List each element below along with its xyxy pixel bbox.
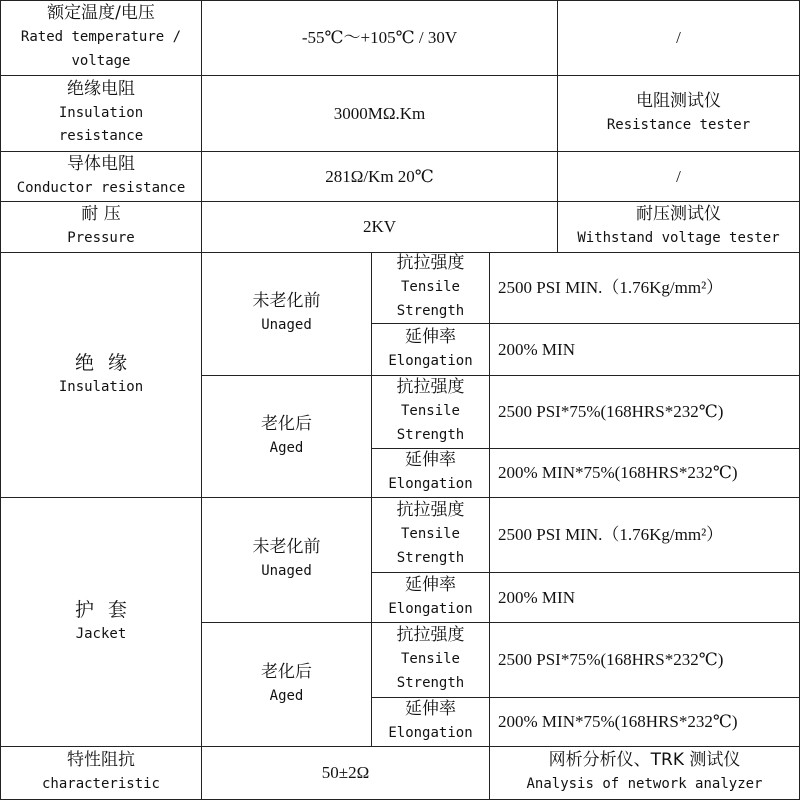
jacket-unaged-tensile-label-cell <box>371 497 490 573</box>
rated-equipment: / <box>676 28 681 48</box>
jacket-aged-zh: 老化后 <box>261 661 312 682</box>
rated-name-zh: 额定温度/电压 <box>47 3 155 24</box>
insulation-aged-tensile-zh: 抗拉强度 <box>396 377 465 398</box>
insulation-aged-elongation-value: 200% MIN*75%(168HRS*232℃) <box>498 463 738 483</box>
insulation-unaged-elongation-value-cell <box>489 323 800 376</box>
insulation-aged-tensile-label-cell <box>371 375 490 449</box>
rated-equipment-cell <box>557 0 800 76</box>
jacket-section-cell <box>0 497 202 747</box>
jacket-unaged-tensile-value-cell <box>489 497 800 573</box>
conductor-resistance-name-zh: 导体电阻 <box>67 153 135 174</box>
conductor-resistance-name-en: Conductor resistance <box>16 179 186 196</box>
insulation-unaged-cell <box>201 252 372 376</box>
pressure-value-cell <box>201 201 558 253</box>
insulation-resistance-value: 3000MΩ.Km <box>333 103 426 123</box>
jacket-aged-cell <box>201 622 372 747</box>
jacket-unaged-cell <box>201 497 372 623</box>
insulation-aged-elongation-en: Elongation <box>388 476 473 492</box>
insulation-unaged-tensile-en: Tensile Strength <box>396 279 465 319</box>
characteristic-equipment-zh: 网析分析仪、TRK 测试仪 <box>548 750 741 771</box>
conductor-resistance-value-cell <box>201 151 558 202</box>
insulation-aged-tensile-value: 2500 PSI*75%(168HRS*232℃) <box>498 402 724 422</box>
insulation-unaged-tensile-label-cell <box>371 252 490 324</box>
characteristic-name-en: characteristic <box>41 776 160 792</box>
conductor-resistance-equipment-cell <box>557 151 800 202</box>
insulation-aged-tensile-value-cell <box>489 375 800 449</box>
insulation-resistance-name-en: Insulation resistance <box>58 104 144 145</box>
jacket-aged-elongation-label-cell <box>371 697 490 747</box>
insulation-section-cell <box>0 252 202 498</box>
insulation-unaged-tensile-zh: 抗拉强度 <box>396 253 465 274</box>
characteristic-equipment-en: Analysis of network analyzer <box>526 776 763 792</box>
pressure-equipment-en: Withstand voltage tester <box>577 230 780 246</box>
conductor-resistance-value: 281Ω/Km 20℃ <box>325 166 434 186</box>
insulation-resistance-value-cell <box>201 75 558 152</box>
insulation-resistance-equipment-en: Resistance tester <box>606 116 751 133</box>
jacket-unaged-en: Unaged <box>261 563 312 579</box>
insulation-resistance-equipment-cell <box>557 75 800 152</box>
jacket-aged-elongation-value: 200% MIN*75%(168HRS*232℃) <box>498 712 738 732</box>
jacket-unaged-elongation-label-cell <box>371 572 490 623</box>
jacket-aged-en: Aged <box>269 687 304 704</box>
insulation-resistance-name-zh: 绝缘电阻 <box>67 78 135 99</box>
jacket-aged-tensile-zh: 抗拉强度 <box>396 625 465 646</box>
insulation-resistance-name-cell <box>0 75 202 152</box>
characteristic-equipment-cell <box>489 746 800 800</box>
rated-name-cell <box>0 0 202 76</box>
insulation-unaged-elongation-en: Elongation <box>388 352 473 369</box>
insulation-aged-zh: 老化后 <box>261 413 312 434</box>
characteristic-name-zh: 特性阻抗 <box>67 750 135 771</box>
insulation-resistance-equipment-zh: 电阻测试仪 <box>636 90 721 111</box>
conductor-resistance-name-cell <box>0 151 202 202</box>
jacket-aged-tensile-value-cell <box>489 622 800 698</box>
pressure-name-en: Pressure <box>67 230 135 246</box>
characteristic-name-cell <box>0 746 202 800</box>
conductor-resistance-equipment: / <box>676 166 681 186</box>
characteristic-value: 50±2Ω <box>321 763 370 783</box>
rated-value: -55℃～+105℃ / 30V <box>301 28 458 48</box>
pressure-equipment-cell <box>557 201 800 253</box>
insulation-unaged-elongation-zh: 延伸率 <box>405 326 456 347</box>
insulation-aged-elongation-value-cell <box>489 448 800 498</box>
insulation-aged-tensile-en: Tensile Strength <box>396 403 465 443</box>
jacket-section-en: Jacket <box>75 626 127 643</box>
insulation-aged-en: Aged <box>269 439 304 456</box>
jacket-unaged-elongation-value-cell <box>489 572 800 623</box>
jacket-unaged-tensile-value: 2500 PSI MIN.（1.76Kg/mm²） <box>498 525 724 545</box>
insulation-unaged-en: Unaged <box>261 317 312 333</box>
pressure-name-zh: 耐 压 <box>81 204 121 225</box>
rated-value-cell <box>201 0 558 76</box>
jacket-aged-tensile-value: 2500 PSI*75%(168HRS*232℃) <box>498 650 724 670</box>
jacket-unaged-zh: 未老化前 <box>252 537 321 558</box>
insulation-unaged-elongation-value: 200% MIN <box>498 339 575 359</box>
insulation-unaged-tensile-value: 2500 PSI MIN.（1.76Kg/mm²） <box>498 278 724 298</box>
pressure-value: 2KV <box>362 217 397 237</box>
jacket-unaged-elongation-zh: 延伸率 <box>405 574 456 595</box>
insulation-section-en: Insulation <box>58 379 144 396</box>
characteristic-value-cell <box>201 746 490 800</box>
insulation-section-zh: 绝缘 <box>74 351 141 374</box>
jacket-aged-tensile-en: Tensile Strength <box>396 651 465 691</box>
jacket-aged-elongation-en: Elongation <box>388 725 473 741</box>
insulation-aged-elongation-zh: 延伸率 <box>405 450 456 471</box>
jacket-unaged-tensile-en: Tensile Strength <box>396 526 465 566</box>
pressure-name-cell <box>0 201 202 253</box>
insulation-unaged-zh: 未老化前 <box>252 291 321 312</box>
insulation-aged-cell <box>201 375 372 498</box>
jacket-unaged-elongation-value: 200% MIN <box>498 587 575 607</box>
jacket-unaged-elongation-en: Elongation <box>388 600 473 617</box>
insulation-unaged-elongation-label-cell <box>371 323 490 376</box>
jacket-aged-elongation-zh: 延伸率 <box>405 699 456 720</box>
insulation-aged-elongation-label-cell <box>371 448 490 498</box>
jacket-section-zh: 护套 <box>74 598 141 621</box>
jacket-aged-tensile-label-cell <box>371 622 490 698</box>
pressure-equipment-zh: 耐压测试仪 <box>636 204 721 225</box>
rated-name-en: Rated temperature / voltage <box>20 29 182 69</box>
jacket-aged-elongation-value-cell <box>489 697 800 747</box>
jacket-unaged-tensile-zh: 抗拉强度 <box>396 500 465 521</box>
insulation-unaged-tensile-value-cell <box>489 252 800 324</box>
